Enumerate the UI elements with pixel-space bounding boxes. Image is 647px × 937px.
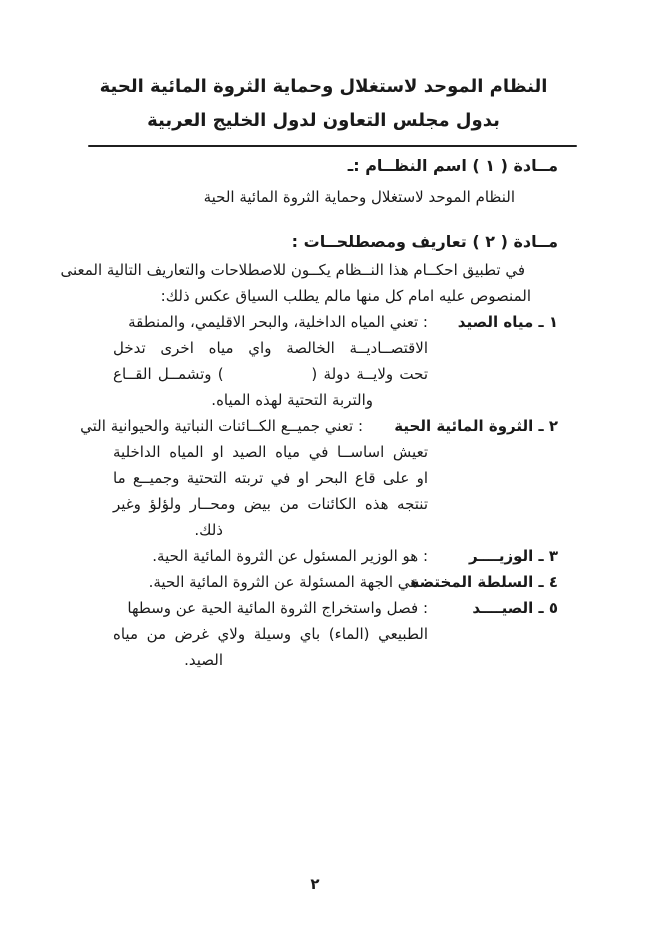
title-line-1: النظام الموحد لاستغلال وحماية الثروة المائية الحية	[99, 76, 548, 97]
definition-line: تعيش اساســا في مياه الصيد او المياه الداخلية	[113, 443, 428, 461]
definition-row-4	[89, 569, 558, 595]
definition-line: : هي الجهة المسئولة عن الثروة المائية الحية.	[148, 573, 428, 591]
definition-term: ٢ ـ الثروة المائية الحية	[394, 417, 558, 435]
definition-row-5	[89, 595, 558, 673]
definition-line: الطبيعي (الماء) باي وسيلة ولاي غرض من مياه	[113, 625, 428, 643]
definition-line: ذلك.	[194, 521, 223, 539]
definition-row-3	[89, 543, 558, 569]
definition-line: : هو الوزير المسئول عن الثروة المائية الحية.	[152, 547, 428, 565]
definition-line: : تعني المياه الداخلية، والبحر الاقليمي، والمنطقة	[128, 313, 428, 331]
definition-term: ١ ـ مياه الصيد	[457, 313, 558, 331]
definition-term: ٤ ـ السلطة المختصة	[410, 573, 558, 591]
intro-line: المنصوص عليه امام كل منها مالم يطلب السياق عكس ذلك:	[160, 287, 531, 305]
article-2-heading: مــادة ( ٢ ) تعاريف ومصطلحــات :	[291, 232, 558, 251]
definition-text	[113, 309, 428, 413]
title-line-2: بدول مجلس التعاون لدول الخليج العربية	[147, 110, 500, 131]
page-body	[60, 0, 558, 937]
definition-row-1	[89, 309, 558, 413]
definition-line: تنتجه هذه الكائنات من بيض ومحــار ولؤلؤ وغير	[113, 495, 428, 513]
intro-line: في تطبيق احكــام هذا النــظام يكــون للاصطلاحات والتعاريف التالية المعنى	[60, 261, 525, 279]
definition-text	[113, 569, 428, 595]
article-1-heading: مــادة ( ١ ) اسم النظــام :ـ	[347, 156, 558, 175]
definitions-list	[80, 309, 558, 673]
article-1-body: النظام الموحد لاستغلال وحماية الثروة المائية الحية	[203, 188, 515, 206]
definition-line: الاقتصــاديــة الخالصة واي مياه اخرى تدخل	[113, 339, 428, 357]
definition-line: : تعني جميــع الكــائنات النباتية والحيوانية التي	[80, 417, 363, 435]
definition-row-2	[80, 413, 558, 543]
definition-line: او على قاع البحر او في تربته التحتية وجميــع ما	[113, 469, 428, 487]
definition-term: ٥ ـ الصيــــد	[472, 599, 558, 617]
article-2-intro	[60, 257, 531, 309]
definition-line: الصيد.	[184, 651, 223, 669]
definition-text	[113, 595, 428, 673]
definition-line: : فصل واستخراج الثروة المائية الحية عن وسطها	[127, 599, 428, 617]
definition-line: تحت ولايــة دولة ( ) وتشمــل القــاع	[113, 365, 428, 383]
definition-text	[113, 543, 428, 569]
definition-term: ٣ ـ الوزيــــر	[468, 547, 558, 565]
page-number: ٢	[310, 875, 320, 893]
definition-text	[80, 413, 428, 543]
definition-line: والتربة التحتية لهذه المياه.	[211, 391, 373, 409]
